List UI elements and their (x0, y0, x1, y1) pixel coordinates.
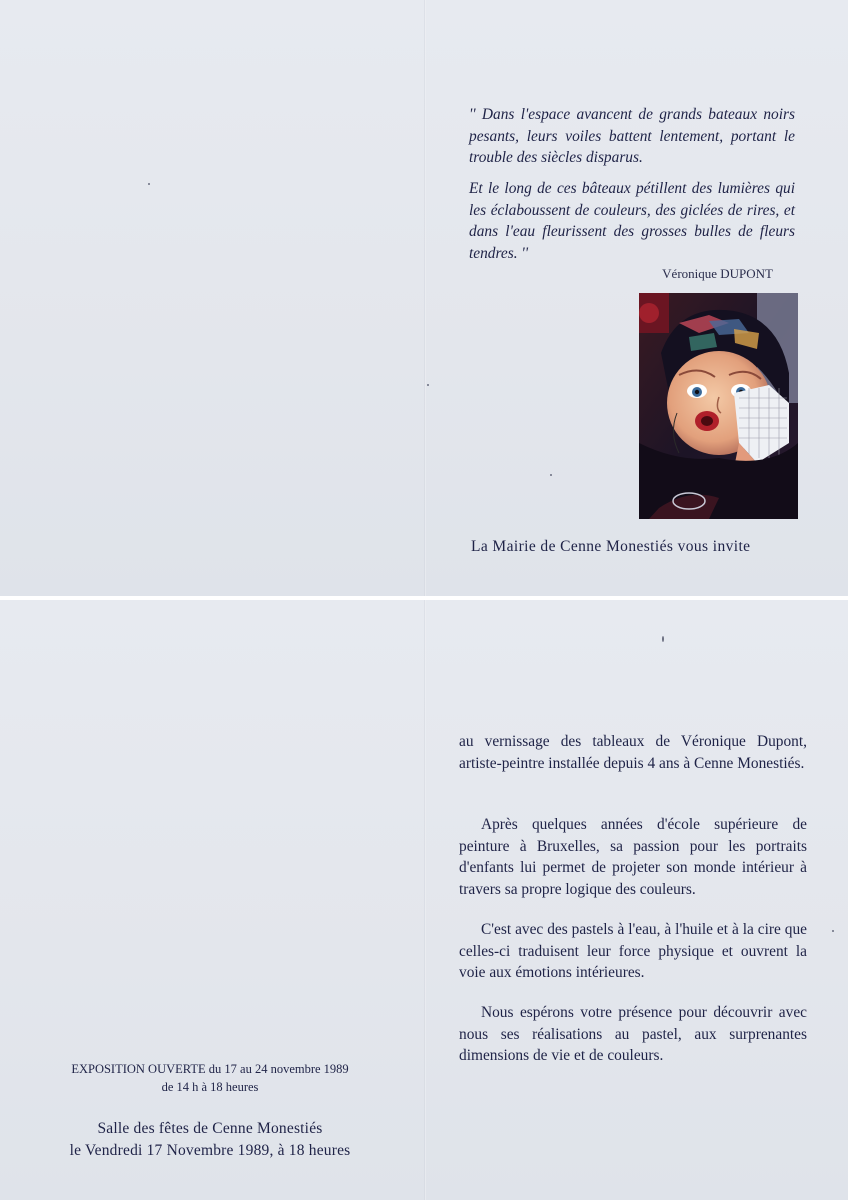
quote-text: '' Dans l'espace avancent de grands bateaux noirs pesants, leurs voiles battent lentement, portant le trouble des siècles disparus. (469, 106, 795, 166)
quote-paragraph-1 (469, 104, 795, 169)
invitation-paragraph: Après quelques années d'école supérieure de peinture à Bruxelles, sa passion pour les portraits d'enfants lui permet de projeter son monde intérieur à travers sa propre logique des couleurs. (459, 816, 807, 898)
child-portrait-illustration (639, 293, 798, 519)
exhibition-date-range: du 17 au 24 novembre 1989 (208, 1062, 349, 1076)
invitation-paragraph: Nous espérons votre présence pour découvrir avec nous ses réalisations au pastel, aux surprenantes dimensions de vie et de couleurs. (459, 1004, 807, 1064)
invitation-paragraph: au vernissage des tableaux de Véronique Dupont, artiste-peintre installée depuis 4 ans à Cenne Monestiés. (459, 733, 807, 772)
quote-author: Véronique DUPONT (662, 266, 773, 281)
fold-line (424, 600, 426, 1200)
paper-speck (662, 636, 664, 642)
quote-text: Et le long de ces bâteaux pétillent des lumières qui les éclaboussent de couleurs, des giclées de rires, et dans l'eau fleurissent des grosses bulles de fleurs tendres. '' (469, 180, 795, 262)
exhibition-label: EXPOSITION OUVERTE (71, 1062, 206, 1076)
paper-speck (427, 384, 429, 386)
fold-line (424, 0, 426, 596)
exhibition-hours: de 14 h à 18 heures (161, 1080, 259, 1094)
portrait-image (639, 293, 798, 519)
invitation-line: La Mairie de Cenne Monestiés vous invite (471, 538, 751, 555)
paper-speck (832, 930, 834, 932)
exhibition-dates (40, 1062, 380, 1077)
venue-name: Salle des fêtes de Cenne Monestiés (97, 1120, 323, 1137)
invitation-paragraph: C'est avec des pastels à l'eau, à l'huile et à la cire que celles-ci traduisent leur force physique et ouvrent la voie aux émotions intérieures. (459, 921, 807, 981)
invitation-inner-sheet (0, 600, 848, 1200)
opening-date: le Vendredi 17 Novembre 1989, à 18 heures (69, 1142, 351, 1159)
paper-speck (148, 183, 150, 185)
quote-paragraph-2 (469, 178, 795, 264)
paper-speck (550, 474, 552, 476)
invitation-cover-sheet (0, 0, 848, 596)
